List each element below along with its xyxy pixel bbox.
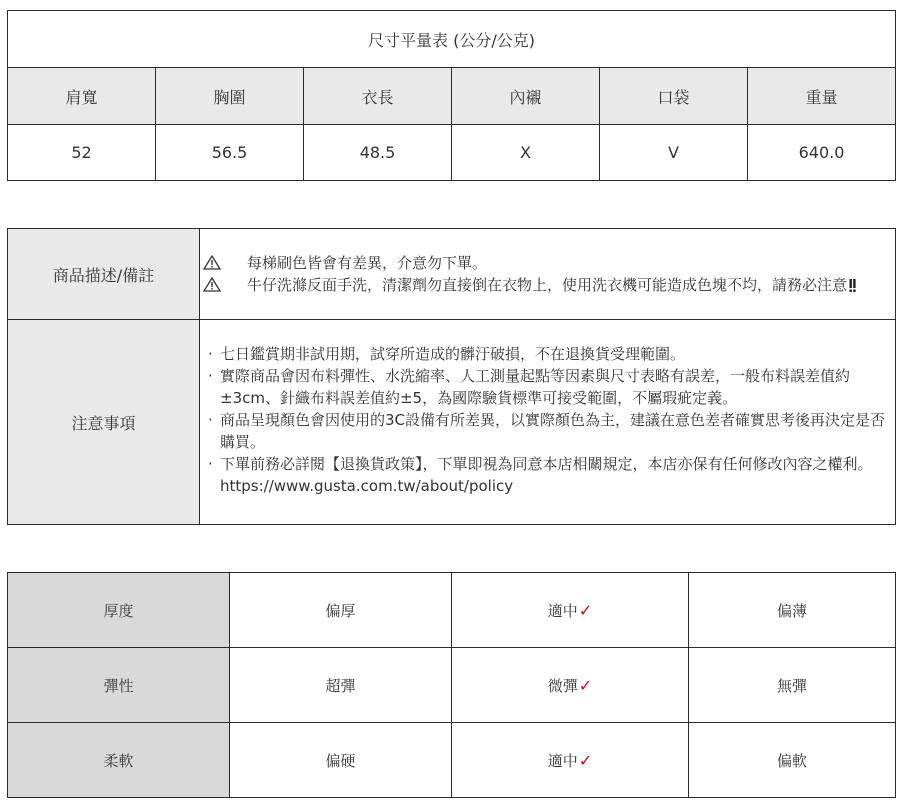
warning-triangle-icon: [203, 277, 221, 292]
check-mark-icon: ✓: [578, 600, 593, 620]
notice-item: · 實際商品會因布料彈性、水洗縮率、人工測量起點等因素與尺寸表略有誤差，一般布料誤差值約±3cm、針織布料誤差值約±5，為國際驗貨標準可接受範圍，不屬瑕疵定義。: [208, 365, 887, 409]
header-weight: 重量: [748, 68, 896, 125]
notice-list: [208, 343, 887, 497]
notice-label: 注意事項: [8, 320, 200, 525]
notice-item: · 商品呈現顏色會因使用的3C設備有所差異，以實際顏色為主，建議在意色差者確實思考後再決定是否購買。: [208, 409, 887, 453]
attr-elasticity-option-selected: 微彈✓: [452, 648, 689, 723]
notice-item: · 七日鑑賞期非試用期，試穿所造成的髒汙破損，不在退換貨受理範圍。: [208, 343, 887, 365]
double-exclamation-icon: [849, 279, 858, 292]
header-pocket: 口袋: [600, 68, 748, 125]
header-lining: 內襯: [452, 68, 600, 125]
attr-elasticity-option: 無彈: [689, 648, 896, 723]
value-shoulder: 52: [8, 125, 156, 181]
attr-softness-option: 偏硬: [230, 723, 452, 798]
attr-softness-option: 偏軟: [689, 723, 896, 798]
description-content: [200, 229, 896, 320]
attr-thickness-option: 偏薄: [689, 573, 896, 648]
attributes-table: [7, 572, 896, 798]
value-weight: 640.0: [748, 125, 896, 181]
header-shoulder: 肩寬: [8, 68, 156, 125]
notice-content: [200, 320, 896, 525]
value-lining: X: [452, 125, 600, 181]
size-table-title: 尺寸平量表 (公分/公克): [8, 11, 896, 68]
size-table: [7, 10, 896, 181]
attr-elasticity-label: 彈性: [8, 648, 230, 723]
check-mark-icon: ✓: [578, 675, 593, 695]
value-pocket: V: [600, 125, 748, 181]
value-length: 48.5: [304, 125, 452, 181]
attr-thickness-option: 偏厚: [230, 573, 452, 648]
value-chest: 56.5: [156, 125, 304, 181]
description-line: 每梯刷色皆會有差異，介意勿下單。: [203, 252, 895, 274]
attr-softness-option-selected: 適中✓: [452, 723, 689, 798]
attr-thickness-label: 厚度: [8, 573, 230, 648]
attr-thickness-option-selected: 適中✓: [452, 573, 689, 648]
notice-item-policy[interactable]: · 下單前務必詳閱【退換貨政策】，下單即視為同意本店相關規定，本店亦保有任何修改內容之權利。https://www.gusta.com.tw/about/policy: [208, 453, 887, 497]
attr-elasticity-option: 超彈: [230, 648, 452, 723]
warning-triangle-icon: [203, 255, 221, 270]
attr-softness-label: 柔軟: [8, 723, 230, 798]
header-chest: 胸圍: [156, 68, 304, 125]
header-length: 衣長: [304, 68, 452, 125]
description-line: 牛仔洗滌反面手洗，清潔劑勿直接倒在衣物上，使用洗衣機可能造成色塊不均，請務必注意: [203, 274, 895, 296]
description-label: 商品描述/備註: [8, 229, 200, 320]
notes-table: [7, 228, 896, 525]
check-mark-icon: ✓: [578, 750, 593, 770]
